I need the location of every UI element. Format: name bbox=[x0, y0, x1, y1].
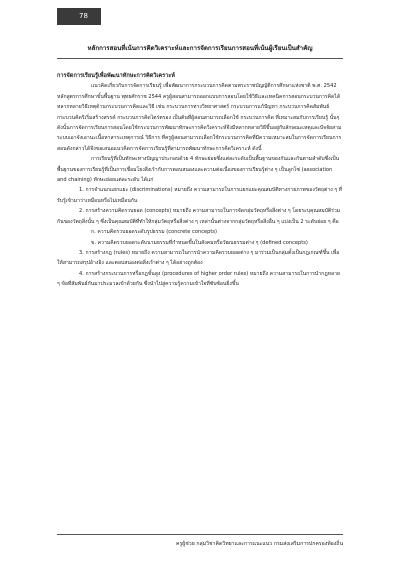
section-heading: การจัดการเรียนรู้เพื่อพัฒนาทักษะการคิดวิเคราะห์ bbox=[57, 73, 175, 79]
footer-divider bbox=[57, 534, 343, 535]
paragraph-skills: การเรียนรู้ที่เป็นทักษะทางปัญญาประกอบด้วย 4 ทักษะย่อยซึ่งแต่ละระดับเป็นพื้นฐานของกันและกันตามลำดับซึ่งเป็นพื้นฐานของการเรียนรู้ที่เป็นการเชื่อมโยงสิ่งเร้ากับการตอบสนองและความต่อเนื่องของการเรียนรู้ต่าง ๆ เป็นลูกโซ่ (association and chaining) ทักษะย่อยแต่ละระดับ ได้แก่ bbox=[57, 156, 340, 184]
list-item-concepts: 2. การสร้างความคิดรวบยอด (concepts) หมายถึง ความสามารถในการจัดกลุ่มวัตถุหรือสิ่งต่าง ๆ โดยระบุคุณสมบัติร่วมกันของวัตถุสิ่งนั้น ๆ ซึ่งเป็นคุณสมบัติที่ทำให้กลุ่มวัตถุหรือสิ่งต่าง ๆ เหล่านั้นต่างจากกลุ่มวัตถุหรือสิ่งอื่น ๆ แบ่งเป็น 2 ระดับย่อย ๆ คือ bbox=[57, 208, 341, 225]
page-content bbox=[57, 30, 343, 290]
paragraph-intro: แนวคิดเกี่ยวกับการจัดการเรียนรู้ เพื่อพัฒนาการกระบวนการคิดตามพระราชบัญญัติการศึกษาแห่งชาติ พ.ศ. 2542 หลักสูตรการศึกษาขั้นพื้นฐาน พุทธศักราช 2544 ครูผู้สอนสามารถออกแบบการสอนโดยใช้วิธีและเทคนิคการสอนกระบวนการคิดได้หลากหลายวิธีเหตุด้านกระบวนการคิดและวิธี เช่น กระบวนการทางวิทยาศาสตร์ กระบวนการแก้ปัญหา กระบวนการคิดสัมพันธ์ กระบวนคิดริเริ่มสร้างสรรค์ กระบวนการคิดไตร่ตรอง เป็นต้นที่ผู้สอนสามารถเลือกใช้ กระบวนการคิด ที่เหมาะสมกับการเรียนรู้ นั้นๆ ดังนั้นการจัดการเรียนการสอนโดยใช้กระบวนการพัฒนาทักษะการคิดวิเคราะห์จึงมีหลากหลายวิธีขึ้นอยู่กับลักษณะเหตุและปัจจัยสามระบบเอาจังเอานะเนื้อหาสาระเหตุการณ์ วิธีการ ที่ครูผู้สอนสามารถเลือกใช้กระบวนการคิดที่มีความเหมาะสมในการจัดการเรียนการสอนดังกล่าวได้จึงขอเสนอแนวคิดการจัดการเรียนรู้ที่สามารถพัฒนาทักษะการคิดวิเคราะห์ ดังนี้ bbox=[57, 83, 342, 152]
list-item-rules: 3. การสร้างกฎ (rules) หมายถึง ความสามารถในการนำความคิดรวบยอดต่าง ๆ มาร่วมเป็นกลุ่มตั้งเป็นกฎเกณฑ์ขึ้น เพื่อให้สามารถสรุปอ้างอิง และตอบสนองต่อสิ่งเร้าต่าง ๆ ได้อย่างถูกต้อง bbox=[57, 249, 340, 267]
title-divider bbox=[57, 58, 343, 59]
sub-item-defined-concepts: ข. ความคิดรวบยอดระดับนามธรรมที่กำหนดขึ้นในสังคมหรือวัฒนธรรมต่าง ๆ (defined concepts) bbox=[91, 239, 308, 246]
list-item-procedures: 4. การสร้างกระบวนการหรือกฎขั้นสูง (procedures of higher order rules) หมายถึง ความสามารถในการนำกฎหลาย ๆ ข้อที่สัมพันธ์กันมาประมวลเข้าด้วยกัน ซึ่งนำไปสู่ความรู้ความเข้าใจที่ซับซ้อนยิ่งขึ้น bbox=[57, 270, 340, 288]
document-title: หลักการสอนที่เน้นการคิดวิเคราะห์และการจัดการเรียนการสอนที่เน้นผู้เรียนเป็นสำคัญ bbox=[87, 45, 313, 52]
sub-item-concrete-concepts: ก. ความคิดรวบยอดระดับรูปธรรม (concrete concepts) bbox=[91, 229, 217, 236]
page-number: 78 bbox=[57, 8, 101, 25]
page-footer: ครูผู้ช่วย กลุ่มวิชาคิดวิทยาและการแนะแนว กรมส่งเสริมการปกครองท้องถิ่น bbox=[175, 541, 343, 547]
list-item-discriminations: 1. การจำแนกแยกแยะ (discriminations) หมายถึง ความสามารถในการแยกแยะคุณสมบัติทางกายภาพของวัตถุต่าง ๆ ที่รับรู้เข้ามาว่าเหมือนหรือไม่เหมือนกัน bbox=[57, 187, 343, 204]
